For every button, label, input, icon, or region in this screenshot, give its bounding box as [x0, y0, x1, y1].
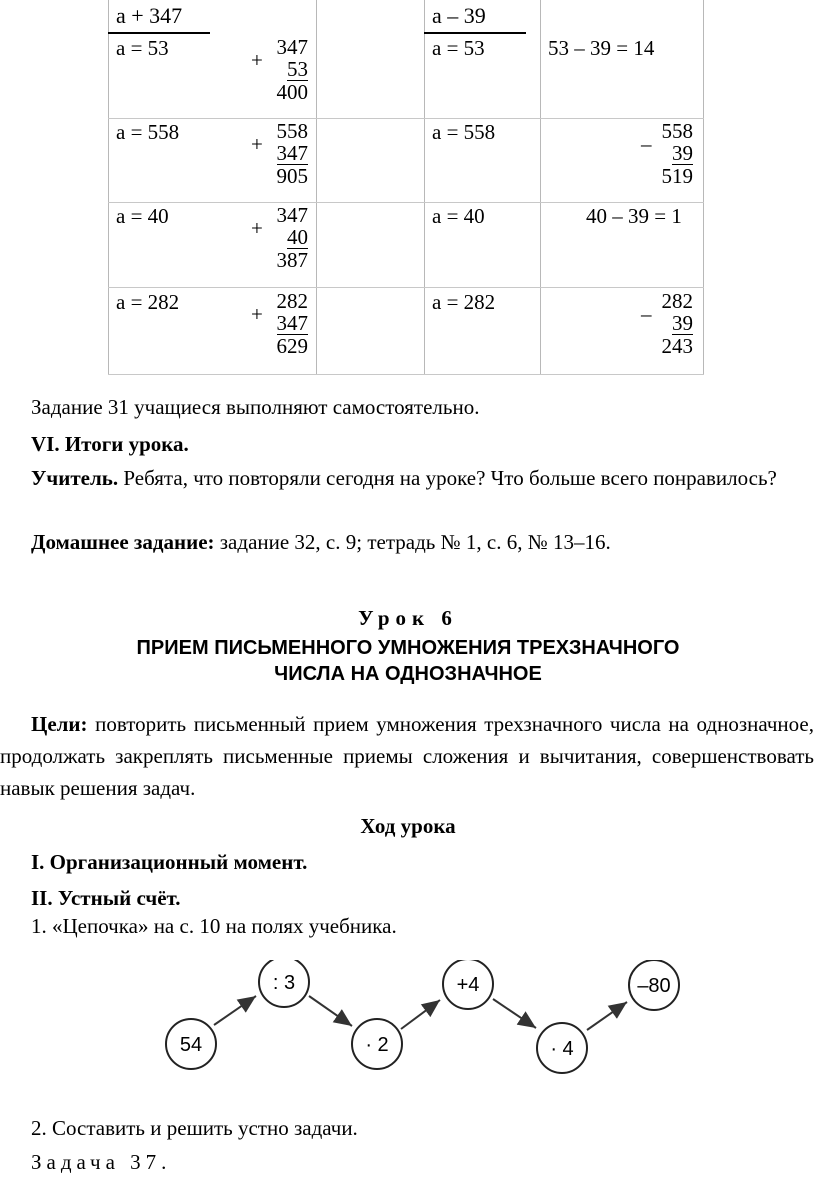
chain-node: [259, 960, 309, 1007]
row-divider: [108, 374, 704, 375]
minus-sign: –: [641, 132, 652, 156]
lesson-number: Урок 6: [358, 606, 458, 630]
chain-arrow: [493, 999, 536, 1028]
section-heading-vi: VI. Итоги урока.: [31, 432, 189, 456]
column-addition: [258, 36, 308, 103]
node-label: : 3: [272, 972, 296, 994]
table-border: [703, 0, 704, 375]
table-border: [424, 0, 425, 375]
homework-paragraph: [31, 526, 816, 558]
column-subtraction: [648, 290, 693, 357]
goals-text: повторить письменный прием умножения трехзначного числа на однозначное, продолжать закреплять письменные приемы сложения и вычитания, совершенствовать навык решения задач.: [0, 712, 814, 800]
subtraction-result: 53 – 39 = 14: [548, 36, 655, 60]
addend: 40: [287, 225, 308, 249]
chain-node: [443, 960, 493, 1009]
math-table: [108, 0, 704, 375]
condition-cell: a = 53: [432, 36, 485, 60]
homework-label: Домашнее задание:: [31, 530, 215, 554]
chain-node: [352, 1019, 402, 1069]
chain-diagram: [0, 960, 816, 1080]
row-divider: [108, 202, 704, 203]
teacher-label: Учитель.: [31, 466, 119, 490]
goals-label: Цели:: [31, 712, 88, 736]
chain-arrow: [401, 1000, 440, 1029]
goals-paragraph: [0, 708, 814, 804]
sum: 629: [276, 334, 308, 358]
sum: 387: [276, 248, 308, 272]
difference: 519: [661, 164, 693, 188]
subtrahend: 39: [672, 141, 693, 165]
chain-arrow: [214, 996, 256, 1025]
course-heading: Ход урока: [360, 814, 456, 838]
node-label: · 4: [550, 1038, 574, 1060]
teacher-text: Ребята, что повторяли сегодня на уроке? Что больше всего понравилось?: [118, 466, 777, 490]
node-label: +4: [456, 974, 480, 996]
condition-cell: a = 53: [116, 36, 169, 60]
column-addition: [258, 290, 308, 357]
homework-text: задание 32, с. 9; тетрадь № 1, с. 6, № 13–16.: [214, 530, 611, 554]
minus-sign: –: [641, 302, 652, 326]
header-left: a + 347: [116, 3, 183, 28]
column-subtraction: [648, 120, 693, 187]
teacher-paragraph: [0, 462, 814, 494]
task-31-text: Задание 31 учащиеся выполняют самостоятельно.: [31, 395, 480, 419]
lesson-title-line2: ЧИСЛА НА ОДНОЗНАЧНОЕ: [274, 663, 542, 685]
minuend: 282: [661, 289, 693, 313]
node-label: · 2: [365, 1034, 389, 1056]
sum: 905: [276, 164, 308, 188]
plus-sign: +: [251, 216, 263, 240]
table-border: [316, 0, 317, 375]
subtrahend: 39: [672, 311, 693, 335]
chain-arrow: [309, 996, 352, 1026]
condition-cell: a = 40: [116, 204, 169, 228]
condition-cell: a = 282: [432, 290, 496, 314]
row-divider: [108, 118, 704, 119]
sum: 400: [276, 80, 308, 104]
condition-cell: a = 40: [432, 204, 485, 228]
chain-node: [166, 1019, 216, 1069]
condition-cell: a = 558: [432, 120, 496, 144]
subtraction-result: 40 – 39 = 1: [586, 204, 682, 228]
addend: 347: [276, 35, 308, 59]
lesson-title-line1: ПРИЕМ ПИСЬМЕННОГО УМНОЖЕНИЯ ТРЕХЗНАЧНОГО: [136, 637, 680, 659]
plus-sign: +: [251, 132, 263, 156]
addend: 558: [276, 119, 308, 143]
row-divider: [108, 287, 704, 288]
difference: 243: [661, 334, 693, 358]
condition-cell: a = 282: [116, 290, 180, 314]
node-label: –80: [637, 975, 671, 997]
addend: 282: [276, 289, 308, 313]
chain-node: [537, 1023, 587, 1073]
task-37-label: Задача 37.: [31, 1150, 172, 1174]
table-border: [108, 0, 109, 375]
section-heading-ii: II. Устный счёт.: [31, 886, 181, 910]
column-addition: [258, 204, 308, 271]
addend: 347: [276, 203, 308, 227]
addend: 347: [276, 141, 308, 165]
header-underline: [108, 32, 210, 34]
node-label: 54: [179, 1034, 203, 1056]
plus-sign: +: [251, 302, 263, 326]
header-underline: [424, 32, 526, 34]
condition-cell: a = 558: [116, 120, 180, 144]
chain-node: [629, 960, 679, 1010]
column-addition: [258, 120, 308, 187]
section-heading-i: I. Организационный момент.: [31, 850, 308, 874]
addend: 53: [287, 57, 308, 81]
item-2-text: 2. Составить и решить устно задачи.: [31, 1116, 358, 1140]
minuend: 558: [661, 119, 693, 143]
addend: 347: [276, 311, 308, 335]
table-border: [540, 0, 541, 375]
header-right: a – 39: [432, 3, 486, 28]
plus-sign: +: [251, 48, 263, 72]
chain-arrow: [587, 1002, 627, 1030]
item-1-text: 1. «Цепочка» на с. 10 на полях учебника.: [31, 914, 397, 938]
